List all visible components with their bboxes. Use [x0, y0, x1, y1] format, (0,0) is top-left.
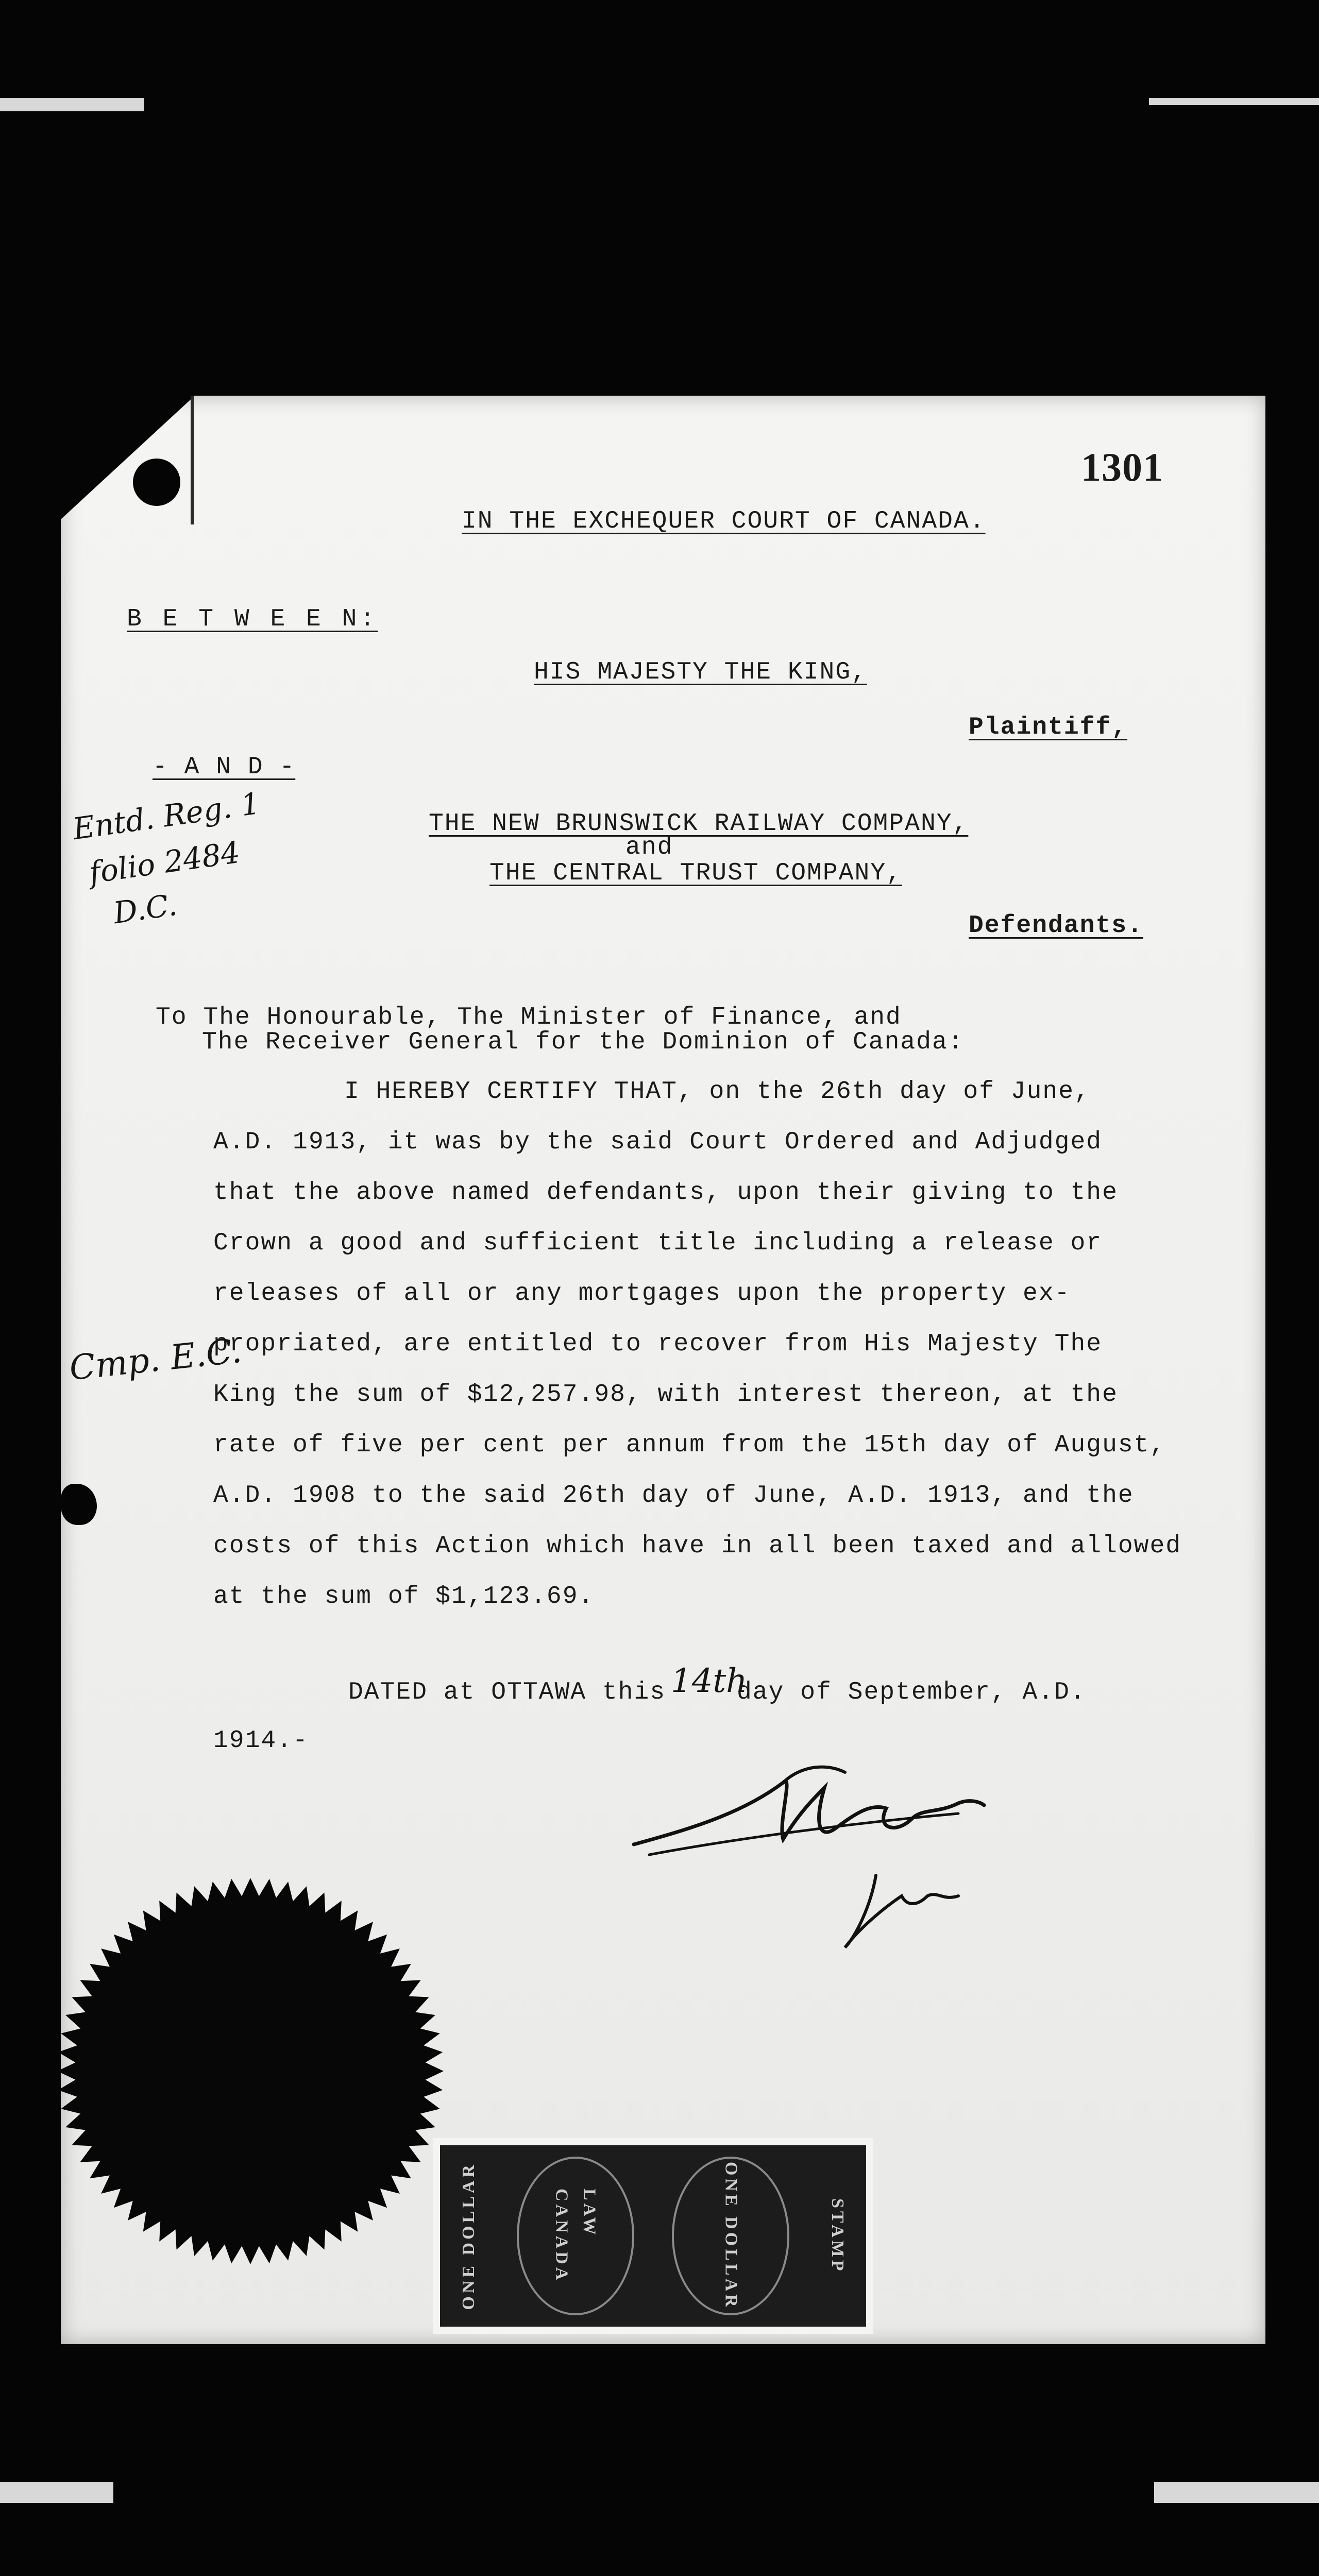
- stamp-text-right-1: ONE DOLLAR: [721, 2162, 741, 2310]
- and-label: - A N D -: [153, 753, 296, 781]
- stamp-text-right-2: STAMP: [828, 2198, 848, 2274]
- stamp-text-law: LAW: [580, 2189, 599, 2238]
- stamp-right-oval: [672, 2157, 789, 2315]
- addressee-line-2: The Receiver General for the Dominion of Canada:: [202, 1028, 964, 1056]
- body-line: A.D. 1908 to the said 26th day of June, A.D. 1913, and the: [213, 1482, 1134, 1510]
- body-line: at the sum of $1,123.69.: [213, 1583, 595, 1611]
- dated-suffix: day of September, A.D.: [737, 1679, 1086, 1706]
- law-stamp: [433, 2138, 873, 2334]
- defendants-role: Defendants.: [969, 912, 1143, 940]
- margin-initials: Cmp. E.C.: [67, 1330, 244, 1388]
- addressee-line-1: To The Honourable, The Minister of Finance, and: [156, 1004, 902, 1031]
- body-line: I HEREBY CERTIFY THAT, on the 26th day of June,: [344, 1078, 1090, 1106]
- body-line: King the sum of $12,257.98, with interest thereon, at the: [213, 1381, 1118, 1409]
- body-line: costs of this Action which have in all been taxed and allowed: [213, 1532, 1182, 1560]
- defendant-1: THE NEW BRUNSWICK RAILWAY COMPANY,: [429, 810, 969, 838]
- body-line: A.D. 1913, it was by the said Court Ordered and Adjudged: [213, 1128, 1103, 1156]
- body-line: that the above named defendants, upon their giving to the: [213, 1179, 1118, 1207]
- between-label: B E T W E E N:: [127, 605, 378, 633]
- plaintiff-role: Plaintiff,: [969, 714, 1128, 741]
- film-edge-top-left: [0, 98, 144, 111]
- margin-note-register: Entd. Reg. 1: [71, 785, 262, 847]
- film-edge-bottom-right: [1154, 2482, 1319, 2503]
- stamp-center-oval: [517, 2157, 634, 2315]
- punch-hole: [133, 459, 180, 506]
- seal-shape: [57, 1878, 444, 2264]
- defendant-and: and: [625, 834, 673, 861]
- film-edge-bottom-left: [0, 2482, 113, 2503]
- dated-year: 1914.-: [213, 1727, 309, 1755]
- plaintiff-name: HIS MAJESTY THE KING,: [534, 658, 867, 686]
- body-line: propriated, are entitled to recover from His Majesty The: [213, 1330, 1103, 1358]
- document-number: 1301: [1081, 445, 1163, 489]
- court-heading: IN THE EXCHEQUER COURT OF CANADA.: [462, 507, 986, 535]
- film-edge-top-right: [1149, 98, 1319, 105]
- dated-prefix: DATED at OTTAWA this: [348, 1679, 666, 1706]
- wax-seal: [55, 1865, 446, 2277]
- margin-note-folio: folio 2484: [87, 834, 242, 891]
- page-fold: [191, 396, 194, 524]
- body-line: Crown a good and sufficient title including a release or: [213, 1229, 1103, 1257]
- body-line: releases of all or any mortgages upon the property ex-: [213, 1280, 1071, 1308]
- stamp-text-left: ONE DOLLAR: [459, 2162, 478, 2310]
- signature: [629, 1752, 1020, 1958]
- margin-note-initials: D.C.: [111, 887, 179, 931]
- dated-day-handwritten: 14th: [671, 1662, 748, 1700]
- stamp-text-canada: CANADA: [552, 2189, 571, 2283]
- defendant-2: THE CENTRAL TRUST COMPANY,: [489, 859, 902, 887]
- body-line: rate of five per cent per annum from the 15th day of August,: [213, 1431, 1166, 1459]
